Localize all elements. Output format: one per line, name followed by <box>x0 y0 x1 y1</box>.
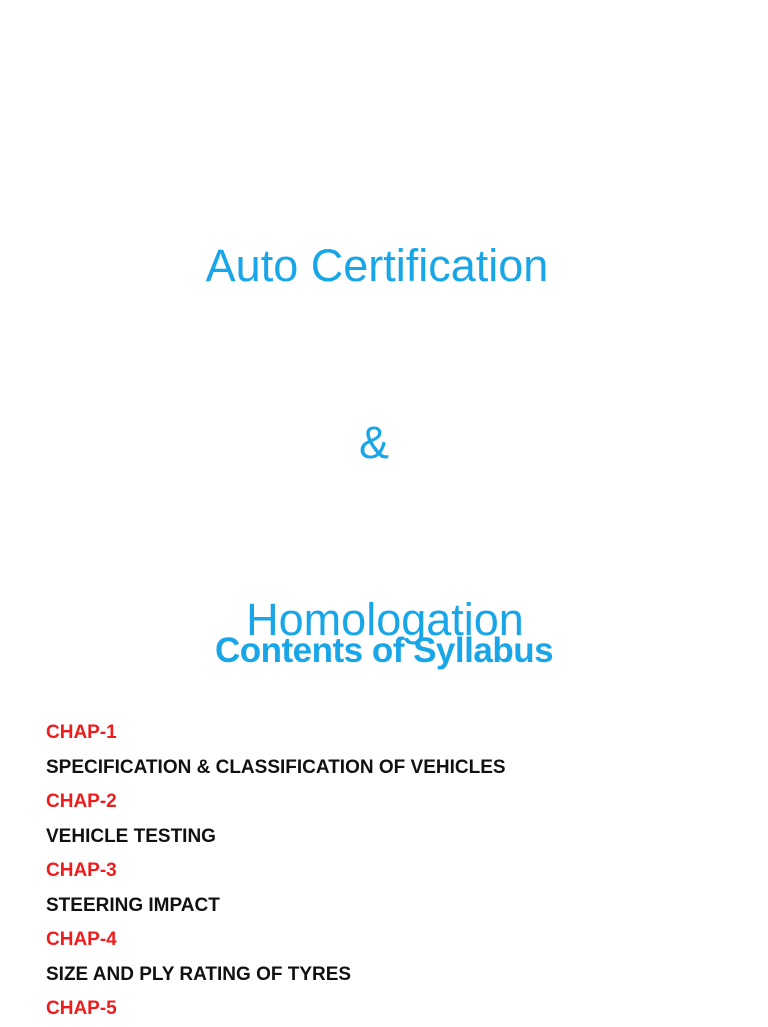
chapter-label-1: CHAP-1 <box>46 722 117 743</box>
chapter-topic-2: VEHICLE TESTING <box>46 825 216 847</box>
chapter-label-2: CHAP-2 <box>46 791 117 812</box>
chapter-label-3: CHAP-3 <box>46 860 117 881</box>
title-line-1: Auto Certification <box>205 240 549 291</box>
contents-heading: Contents of Syllabus <box>214 631 554 670</box>
chapter-topic-1: SPECIFICATION & CLASSIFICATION OF VEHICLES <box>46 756 506 778</box>
syllabus-list <box>46 716 746 1027</box>
chapter-label-5: CHAP-5 <box>46 998 117 1019</box>
chapter-topic-3: STEERING IMPACT <box>46 894 220 916</box>
title-line-3: Homologation <box>246 594 524 645</box>
chapter-topic-4: SIZE AND PLY RATING OF TYRES <box>46 963 352 985</box>
title-line-2: & <box>358 417 389 468</box>
chapter-label-4: CHAP-4 <box>46 929 117 950</box>
